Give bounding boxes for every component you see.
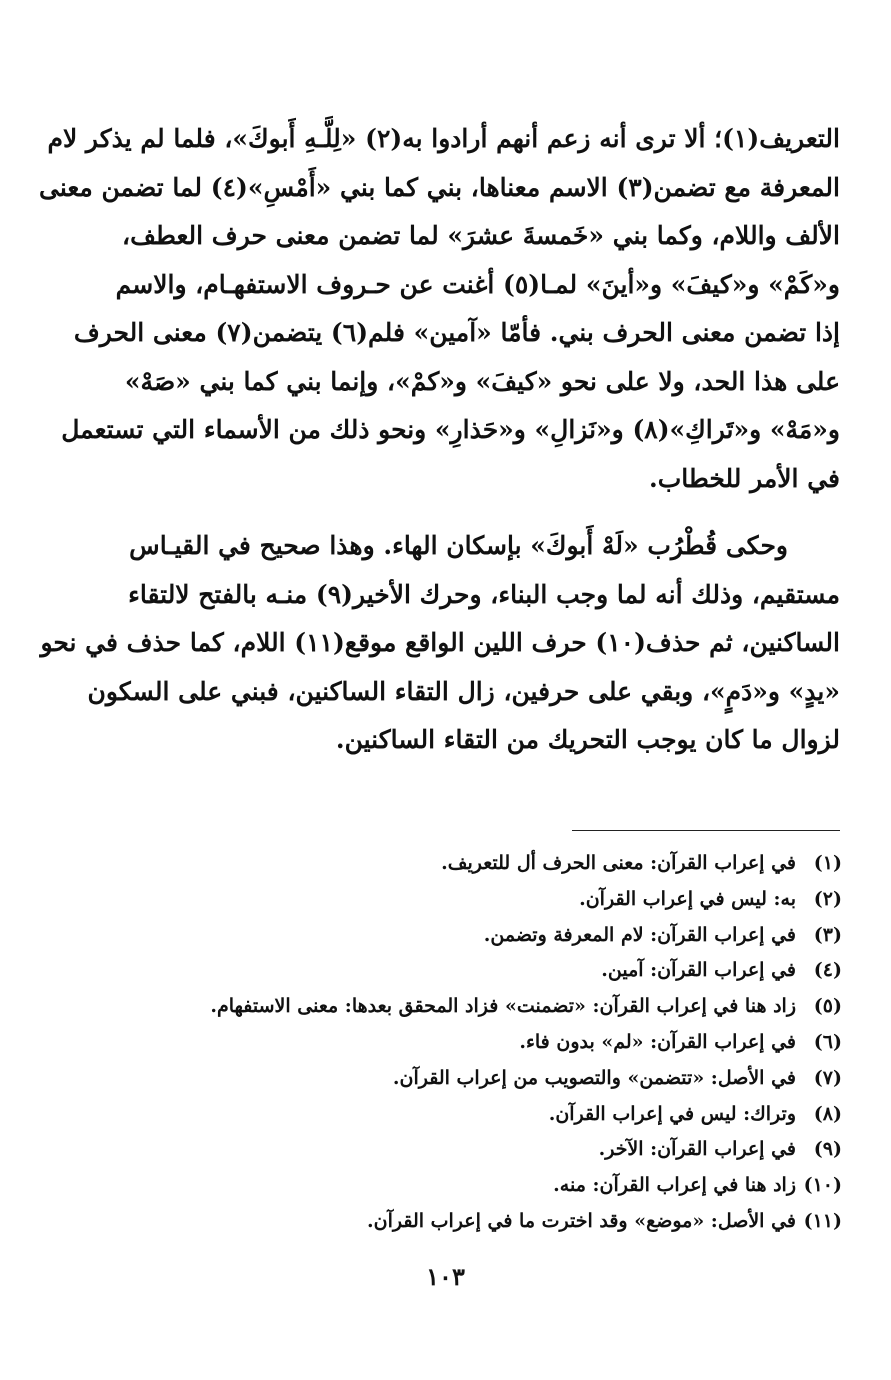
footnote-item (142, 1061, 842, 1097)
page-number: ١٠٣ (426, 1262, 465, 1291)
main-paragraph-2 (40, 522, 840, 765)
footnote-item (142, 1168, 842, 1204)
footnote-text: في الأصل: «موضع» وقد اخترت ما في إعراب القرآن. (367, 1209, 796, 1232)
footnote-number: (٣) (813, 923, 842, 946)
text-line: التعريف(١)؛ ألا ترى أنه زعم أنهم أرادوا به(٢) «لِلَّـهِ أَبوكَ»، فلما لم يذكر لام (47, 124, 840, 153)
text-line: وحكى قُطْرُب «لَهْ أَبوكَ» بإسكان الهاء. وهذا صحيح في القيـاس (129, 531, 788, 560)
footnote-number: (٩) (813, 1138, 842, 1161)
footnote-item (142, 846, 842, 882)
footnote-item (142, 989, 842, 1025)
footnote-item (142, 1025, 842, 1061)
text-line: في الأمر للخطاب. (649, 463, 840, 493)
text-line: على هذا الحد، ولا على نحو «كيفَ» و«كمْ»، وإنما بني كما بني «صَهْ» (124, 366, 840, 396)
footnote-text: في إعراب القرآن: «لم» بدون فاء. (519, 1030, 796, 1053)
footnote-number: (٢) (813, 887, 842, 910)
footnote-item (142, 1132, 842, 1168)
footnote-number: (١١) (803, 1209, 842, 1232)
footnote-text: في إعراب القرآن: الآخر. (598, 1138, 796, 1161)
footnote-text: في إعراب القرآن: لام المعرفة وتضمن. (483, 923, 796, 946)
footnote-text: في الأصل: «تتضمن» والتصويب من إعراب القرآن. (392, 1066, 796, 1089)
footnote-number: (٦) (813, 1030, 842, 1053)
footnotes-list (142, 846, 842, 1240)
text-line: لزوال ما كان يوجب التحريك من التقاء الساكنين. (335, 725, 840, 754)
footnote-number: (٨) (813, 1102, 842, 1125)
footnote-number: (١) (813, 852, 842, 874)
text-line: الساكنين، ثم حذف(١٠) حرف اللين الواقع موقع(١١) اللام، كما حذف في نحو (40, 628, 840, 657)
footnote-item (142, 1097, 842, 1133)
footnote-number: (٤) (813, 959, 842, 982)
footnote-number: (٥) (813, 995, 842, 1018)
footnote-item (142, 882, 842, 918)
footnote-item (142, 918, 842, 954)
text-line: إذا تضمن معنى الحرف بني. فأمّا «آمين» فلم(٦) يتضمن(٧) معنى الحرف (73, 318, 840, 347)
footnote-separator (572, 830, 840, 831)
footnote-number: (١٠) (803, 1174, 842, 1197)
main-paragraph-1 (38, 115, 840, 503)
footnote-text: في إعراب القرآن: آمين. (601, 959, 796, 982)
text-line: مستقيم، وذلك أنه لما وجب البناء، وحرك الأخير(٩) منـه بالفتح لالتقاء (128, 579, 840, 609)
footnote-text: به: ليس في إعراب القرآن. (579, 887, 796, 910)
text-line: و«كَمْ» و«كيفَ» و«أينَ» لمـا(٥) أغنت عن حـروف الاستفهـام، والاسم (115, 269, 840, 299)
footnote-item (142, 953, 842, 989)
text-line: الألف واللام، وكما بني «خَمسةَ عشرَ» لما تضمن معنى حرف العطف، (122, 221, 840, 250)
footnote-text: زاد هنا في إعراب القرآن: «تضمنت» فزاد المحقق بعدها: معنى الاستفهام. (210, 995, 796, 1018)
footnote-number: (٧) (813, 1066, 842, 1089)
text-line: «يدٍ» و«دَمٍ»، وبقي على حرفين، زال التقاء الساكنين، فبني على السكون (87, 676, 840, 706)
text-line: المعرفة مع تضمن(٣) الاسم معناها، بني كما بني «أَمْسِ»(٤) لما تضمن معنى (38, 172, 840, 202)
footnote-text: زاد هنا في إعراب القرآن: منه. (553, 1174, 796, 1197)
text-line: و«مَهْ» و«تَراكِ»(٨) و«نَزالِ» و«حَذارِ» ونحو ذلك من الأسماء التي تستعمل (61, 415, 840, 444)
footnote-text: وتراك: ليس في إعراب القرآن. (548, 1102, 796, 1125)
footnote-text: في إعراب القرآن: معنى الحرف أل للتعريف. (441, 852, 796, 874)
footnote-item (142, 1204, 842, 1240)
